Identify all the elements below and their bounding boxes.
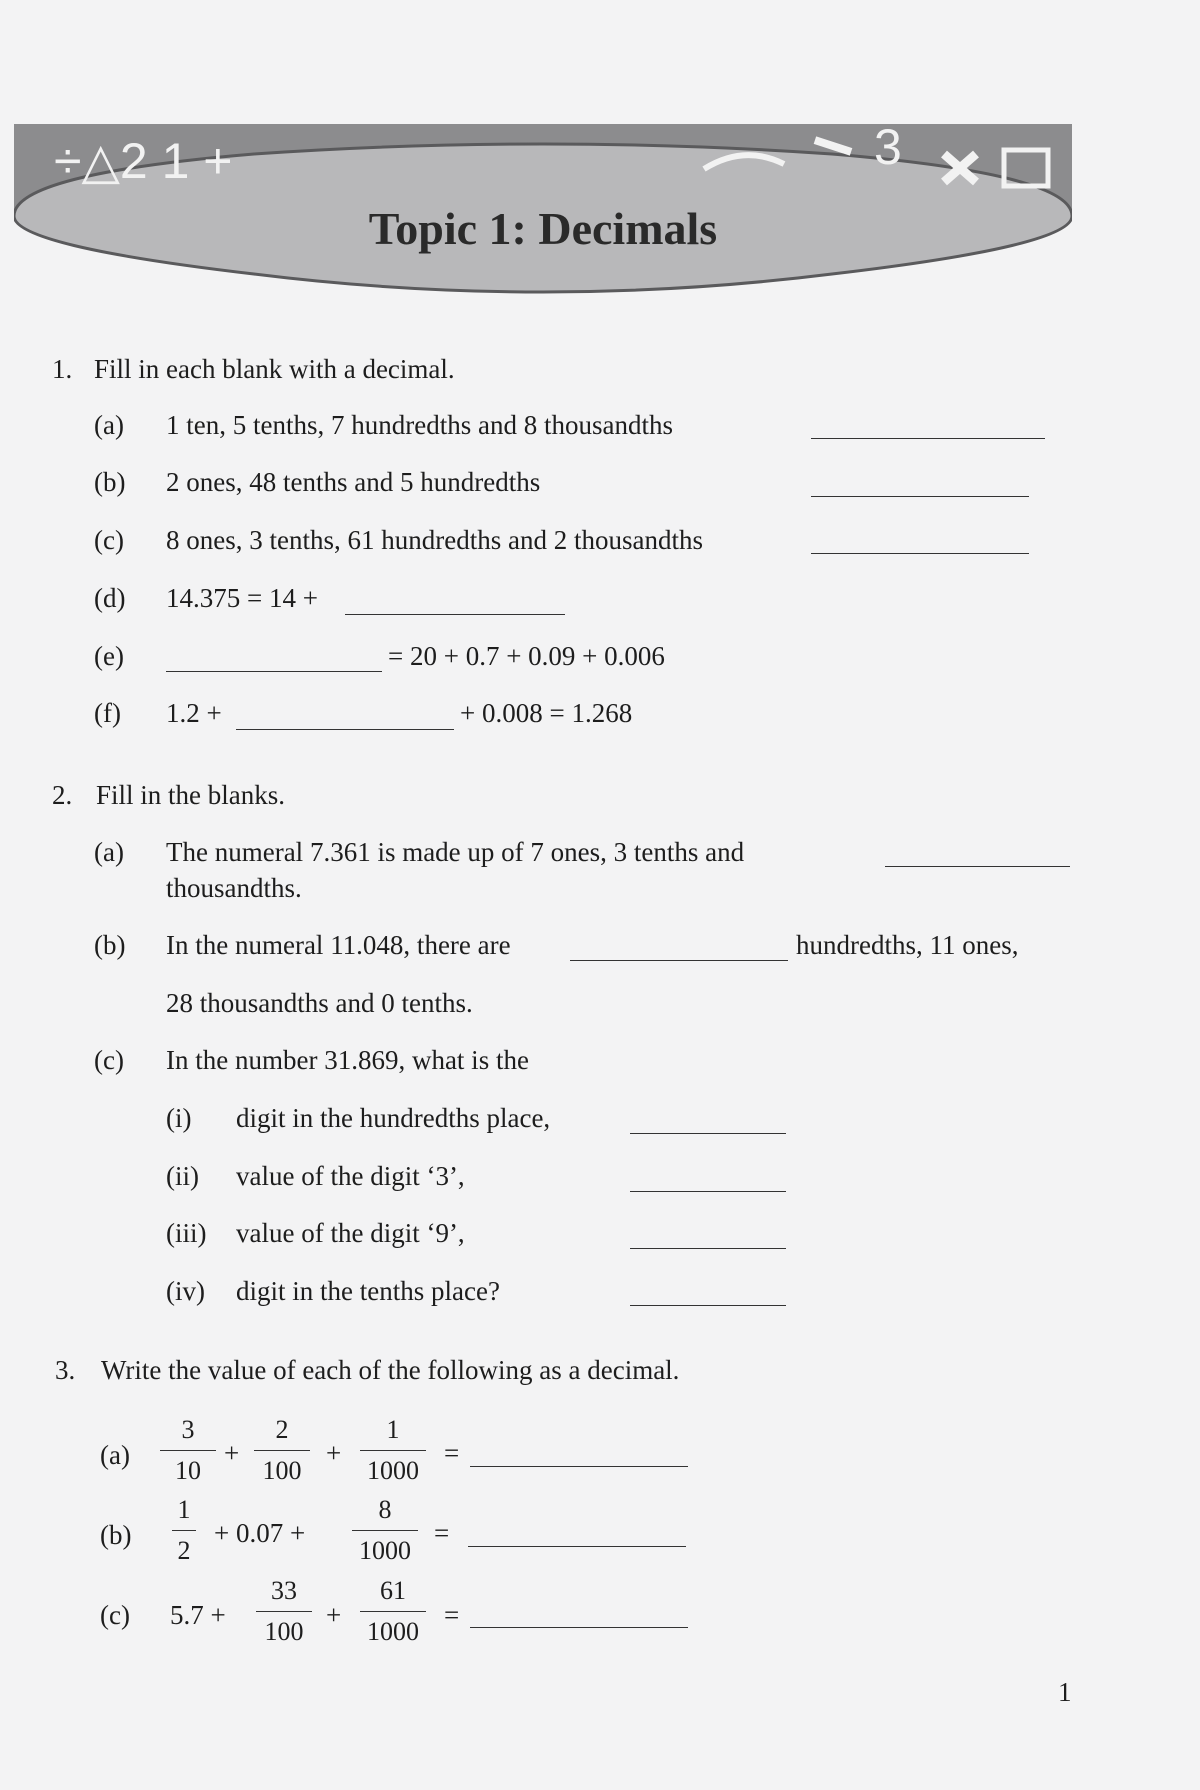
q1f-post: + 0.008 = 1.268 [460,698,633,728]
fraction-denominator: 1000 [367,1617,419,1646]
q3c-equals: = [444,1600,460,1630]
q2-number: 2. [52,780,73,810]
q3a-equals: = [444,1438,460,1468]
q2-prompt: Fill in the blanks. [96,780,285,810]
fraction-numerator: 1 [386,1415,400,1444]
q3a-answer-blank[interactable] [470,1466,688,1467]
q3c-fraction-2 [358,1578,428,1645]
q1f-label: (f) [94,698,121,728]
q3a-fraction-2 [252,1417,312,1484]
q3a-fraction-1 [158,1417,218,1484]
q3a-label: (a) [100,1440,130,1470]
q3a-plus-1: + [224,1438,240,1468]
q1a-text: 1 ten, 5 tenths, 7 hundredths and 8 thousandths [166,410,673,440]
q1d-text: 14.375 = 14 + [166,583,318,613]
fraction-denominator: 1000 [367,1456,419,1485]
q1f-pre: 1.2 + [166,698,222,728]
q2c-label: (c) [94,1045,124,1075]
q3c-answer-blank[interactable] [470,1627,688,1628]
q2c-i-text: digit in the hundredths place, [236,1103,551,1133]
q2c-iii-label: (iii) [166,1218,207,1248]
q2b-label: (b) [94,930,126,960]
q1-prompt: Fill in each blank with a decimal. [94,354,455,384]
q3a-fraction-3 [358,1417,428,1484]
q2c-iv-text: digit in the tenths place? [236,1276,500,1306]
q3b-label: (b) [100,1520,132,1550]
q1e-label: (e) [94,641,124,671]
q2a-line2: thousandths. [166,873,302,903]
fraction-denominator: 100 [264,1617,304,1646]
q3c-plus: + [326,1600,342,1630]
q3-number: 3. [55,1355,76,1385]
q1d-answer-blank[interactable] [345,614,565,615]
q2c-ii-answer-blank[interactable] [630,1191,786,1192]
q1f-answer-blank[interactable] [236,729,454,730]
q2a-line1: The numeral 7.361 is made up of 7 ones, 3 tenths and [166,837,745,867]
q3b-middle: + 0.07 + [214,1518,306,1548]
q3b-fraction-2 [350,1497,420,1564]
q2b-answer-blank[interactable] [570,960,788,961]
q2a-answer-blank[interactable] [885,866,1070,867]
q1-number: 1. [52,354,73,384]
q2b-post: hundredths, 11 ones, [796,930,1019,960]
q1c-text: 8 ones, 3 tenths, 61 hundredths and 2 thousandths [166,525,703,555]
banner-symbols-left: ÷△2 1 + [54,133,233,189]
q1a-answer-blank[interactable] [811,438,1045,439]
fraction-denominator: 2 [177,1536,191,1565]
fraction-denominator: 100 [262,1456,302,1485]
page-title: Topic 1: Decimals [368,203,718,254]
fraction-denominator: 1000 [359,1536,411,1565]
fraction-numerator: 1 [177,1495,191,1524]
fraction-numerator: 61 [380,1576,406,1605]
q2c-text: In the number 31.869, what is the [166,1045,529,1075]
q1b-text: 2 ones, 48 tenths and 5 hundredths [166,467,541,497]
q1e-answer-blank[interactable] [166,671,382,672]
q1c-answer-blank[interactable] [811,553,1029,554]
q1c-label: (c) [94,525,124,555]
q3a-plus-2: + [326,1438,342,1468]
fraction-numerator: 8 [378,1495,392,1524]
q2b-pre: In the numeral 11.048, there are [166,930,511,960]
q3c-fraction-1 [254,1578,314,1645]
q2c-iv-label: (iv) [166,1276,205,1306]
fraction-numerator: 33 [271,1576,297,1605]
q3b-equals: = [434,1518,450,1548]
q3b-fraction-1 [154,1497,214,1564]
q3c-pre: 5.7 + [170,1600,226,1630]
svg-text:3: 3 [874,124,902,175]
q1a-label: (a) [94,410,124,440]
q1b-answer-blank[interactable] [811,496,1029,497]
q2c-iii-answer-blank[interactable] [630,1248,786,1249]
q2c-iv-answer-blank[interactable] [630,1305,786,1306]
q1d-label: (d) [94,583,126,613]
q2b-line2: 28 thousandths and 0 tenths. [166,988,473,1018]
q3b-answer-blank[interactable] [468,1546,686,1547]
q3-prompt: Write the value of each of the following as a decimal. [101,1355,680,1385]
q2c-i-answer-blank[interactable] [630,1133,786,1134]
topic-banner [14,124,1072,314]
q1b-label: (b) [94,467,126,497]
page-number: 1 [1058,1677,1072,1707]
q2c-i-label: (i) [166,1103,192,1133]
q2a-label: (a) [94,837,124,867]
q3c-label: (c) [100,1600,130,1630]
fraction-numerator: 3 [181,1415,195,1444]
q1e-text: = 20 + 0.7 + 0.09 + 0.006 [388,641,665,671]
fraction-denominator: 10 [175,1456,201,1485]
fraction-numerator: 2 [275,1415,289,1444]
q2c-ii-text: value of the digit ‘3’, [236,1161,465,1191]
q2c-ii-label: (ii) [166,1161,199,1191]
q2c-iii-text: value of the digit ‘9’, [236,1218,465,1248]
